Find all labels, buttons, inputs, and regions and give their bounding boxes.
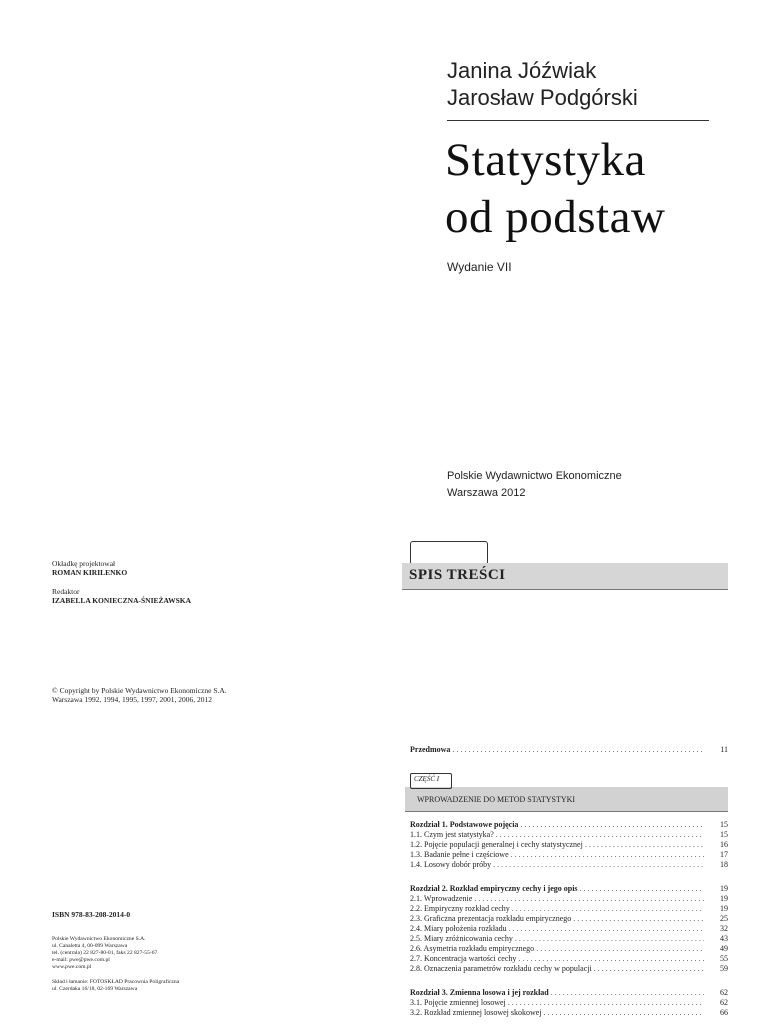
toc-section[interactable] [410,839,728,849]
toc-entry-label: 2.6. Asymetria rozkładu empirycznego [410,944,535,953]
toc-section[interactable] [410,849,728,859]
toc-section[interactable] [410,963,728,973]
toc-dot-leader [544,1008,704,1017]
toc-entry-page: 43 [720,934,728,943]
toc-section[interactable] [410,859,728,869]
toc-entry-label: 2.7. Koncentracja wartości cechy [410,954,517,963]
toc-entry-label: 2.2. Empiryczny rozkład cechy [410,904,510,913]
cover-designer-label: Okładkę projektował [52,559,116,568]
toc-entry-label: 1.1. Czym jest statystyka? [410,830,494,839]
toc-entry-label: Rozdział 1. Podstawowe pojęcia [410,820,519,829]
toc-section[interactable] [410,829,728,839]
typesetting-line: ul. Czerdaka 16/18, 02-169 Warszawa [52,986,138,992]
toc-entry-page: 59 [720,964,728,973]
toc-entry-label: Przedmowa [410,745,451,754]
toc-dot-leader [512,904,704,913]
toc-dot-leader [511,850,704,859]
toc-section[interactable] [410,893,728,903]
toc-dot-leader [496,830,704,839]
toc-entry-preface[interactable] [410,744,728,754]
toc-section[interactable] [410,933,728,943]
edition-label: Wydanie VII [447,260,512,274]
publisher-address-line: e-mail: pwe@pwe.com.pl [52,957,110,963]
toc-entry-page: 15 [720,820,728,829]
toc-section[interactable] [410,1007,728,1017]
typesetting-line: Skład i łamanie: FOTOSKŁAD Pracownia Poligraficzna [52,979,180,985]
copyright-notice: © Copyright by Polskie Wydawnictwo Ekonomiczne S.A. [52,686,227,695]
toc-dot-leader [536,944,704,953]
toc-entry-label: 3.2. Rozkład zmiennej losowej skokowej [410,1008,542,1017]
copyright-years: Warszawa 1992, 1994, 1995, 1997, 2001, 2006, 2012 [52,695,213,704]
part-title: WPROWADZENIE DO METOD STATYSTYKI [417,795,576,804]
toc-entry-label: 2.8. Oznaczenia parametrów rozkładu cechy w populacji [410,964,592,973]
toc-dot-leader [493,860,704,869]
toc-entry-page: 32 [720,924,728,933]
isbn: ISBN 978-83-208-2014-0 [52,910,131,919]
cover-designer-name: ROMAN KIRILENKO [52,568,128,577]
toc-entry-page: 19 [720,904,728,913]
toc-chapter[interactable] [410,883,728,893]
publisher-address-line: Polskie Wydawnictwo Ekonomiczne S.A. [52,936,146,942]
toc-chapter[interactable] [410,819,728,829]
toc-chapter[interactable] [410,987,728,997]
toc-entry-page: 55 [720,954,728,963]
toc-entry-page: 25 [720,914,728,923]
publisher-address-line: ul. Canaletta 4, 00-099 Warszawa [52,943,128,949]
toc-dot-leader [515,934,704,943]
toc-section[interactable] [410,903,728,913]
toc-section[interactable] [410,923,728,933]
toc-entry-label: 1.2. Pojęcie populacji generalnej i cechy statystycznej [410,840,583,849]
toc-entry-label: 1.3. Badanie pełne i częściowe [410,850,509,859]
toc-entry-page: 15 [720,830,728,839]
toc-entry-page: 19 [720,884,728,893]
toc-entry-page: 16 [720,840,728,849]
toc-dot-leader [585,840,704,849]
publisher-address-line: www.pwe.com.pl [52,964,92,970]
toc-entry-label: 1.4. Losowy dobór próby [410,860,492,869]
toc-dot-leader [580,884,704,893]
toc-entry-label: 2.4. Miary położenia rozkładu [410,924,507,933]
contents-heading: SPIS TREŚCI [409,567,506,583]
toc-dot-leader [594,964,704,973]
toc-entry-label: 2.3. Graficzna prezentacja rozkładu empirycznego [410,914,572,923]
toc-dot-leader [551,988,704,997]
toc-section[interactable] [410,997,728,1007]
toc-dot-leader [509,924,704,933]
toc-entry-label: 3.1. Pojęcie zmiennej losowej [410,998,506,1007]
publisher-address-line: tel. (centrala) 22 827-80-01, faks 22 827-55-67 [52,950,158,956]
toc-dot-leader [452,745,704,754]
contents-tab-frame [410,541,488,565]
toc-dot-leader [573,914,704,923]
book-title: Statystyka [445,134,646,186]
toc-entry-page: 18 [720,860,728,869]
toc-entry-page: 62 [720,998,728,1007]
toc-dot-leader [520,820,704,829]
publisher-name: Polskie Wydawnictwo Ekonomiczne [447,470,622,482]
editor-name: IZABELLA KONIECZNA-ŚNIEŻAWSKA [52,596,191,605]
book-title: od podstaw [445,191,666,243]
toc-entry-page: 62 [720,988,728,997]
toc-dot-leader [508,998,704,1007]
toc-entry-page: 19 [720,894,728,903]
toc-section[interactable] [410,943,728,953]
author-name: Janina Jóźwiak [447,58,597,83]
title-divider [447,120,709,121]
toc-section[interactable] [410,953,728,963]
toc-dot-leader [474,894,704,903]
toc-entry-label: Rozdział 3. Zmienna losowa i jej rozkład [410,988,549,997]
toc-dot-leader [518,954,704,963]
publication-place-year: Warszawa 2012 [447,487,526,499]
toc-entry-page: 17 [720,850,728,859]
part-label: CZĘŚĆ I [414,775,440,783]
toc-entry-label: 2.5. Miary zróżnicowania cechy [410,934,513,943]
toc-entry-page: 66 [720,1008,728,1017]
author-name: Jarosław Podgórski [447,85,638,110]
editor-label: Redaktor [52,587,80,596]
toc-entry-page: 11 [720,745,728,754]
toc-section[interactable] [410,913,728,923]
toc-entry-label: 2.1. Wprowadzenie [410,894,473,903]
toc-entry-page: 49 [720,944,728,953]
toc-entry-label: Rozdział 2. Rozkład empiryczny cechy i jego opis [410,884,578,893]
